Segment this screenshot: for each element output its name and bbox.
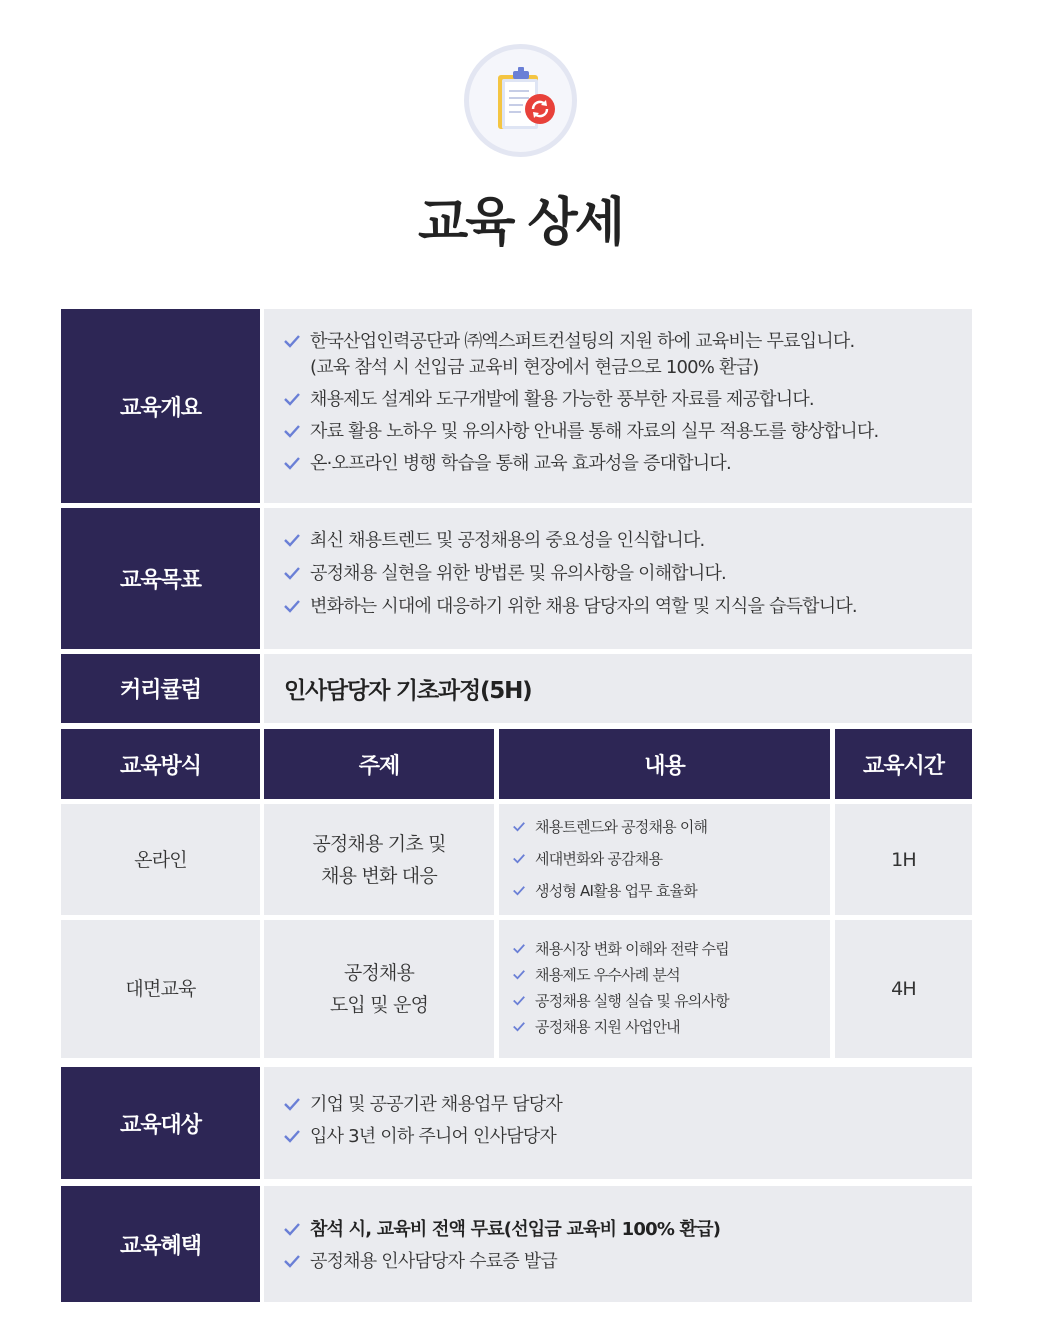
benefits-panel xyxy=(264,1186,972,1302)
list-item: 참석 시, 교육비 전액 무료(선입금 교육비 100% 환급) xyxy=(284,1219,720,1241)
check-icon xyxy=(284,599,300,613)
list-item: 변화하는 시대에 대응하기 위한 채용 담당자의 역할 및 지식을 습득합니다. xyxy=(284,596,857,618)
table-cell-method: 대면교육 xyxy=(61,920,260,1058)
list-item: 최신 채용트렌드 및 공정채용의 중요성을 인식합니다. xyxy=(284,530,857,552)
list-item: 온·오프라인 병행 학습을 통해 교육 효과성을 증대합니다. xyxy=(284,453,878,475)
goals-label: 교육목표 xyxy=(61,508,260,649)
list-item: 채용시장 변화 이해와 전략 수립 xyxy=(513,938,729,960)
goals-panel xyxy=(264,508,972,649)
curriculum-panel xyxy=(264,654,972,723)
list-item: 세대변화와 공감채용 xyxy=(513,848,707,870)
list-item: 기업 및 공공기관 채용업무 담당자 xyxy=(284,1094,562,1116)
list-item: 입사 3년 이하 주니어 인사담당자 xyxy=(284,1126,562,1148)
check-icon xyxy=(284,1222,300,1236)
check-icon xyxy=(513,821,525,832)
list-item: 공정채용 인사담당자 수료증 발급 xyxy=(284,1251,720,1273)
col-header-hours: 교육시간 xyxy=(835,729,972,799)
check-icon xyxy=(513,943,525,954)
check-icon xyxy=(284,533,300,547)
list-item: 한국산업인력공단과 ㈜엑스퍼트컨설팅의 지원 하에 교육비는 무료입니다. (교육 참석 시 선입금 교육비 현장에서 현금으로 100% 환급) xyxy=(284,331,878,379)
list-item: 공정채용 지원 사업안내 xyxy=(513,1016,729,1038)
goals-list xyxy=(284,530,857,618)
check-icon xyxy=(284,424,300,438)
benefits-list xyxy=(284,1219,720,1273)
curriculum-label: 커리큘럼 xyxy=(61,654,260,723)
table-cell-topic: 공정채용 도입 및 운영 xyxy=(264,920,494,1058)
contents-list xyxy=(513,938,729,1038)
benefits-label: 교육혜택 xyxy=(61,1186,260,1302)
col-header-contents: 내용 xyxy=(499,729,830,799)
table-cell-hours: 4H xyxy=(835,920,972,1058)
curriculum-value: 인사담당자 기초과정(5H) xyxy=(284,678,532,704)
overview-panel xyxy=(264,309,972,503)
check-icon xyxy=(284,566,300,580)
list-item: 공정채용 실현을 위한 방법론 및 유의사항을 이해합니다. xyxy=(284,563,857,585)
check-icon xyxy=(284,334,300,348)
check-icon xyxy=(284,456,300,470)
col-header-topic: 주제 xyxy=(264,729,494,799)
page-title: 교육 상세 xyxy=(417,193,623,253)
check-icon xyxy=(284,1097,300,1111)
list-item: 채용제도 우수사례 분석 xyxy=(513,964,729,986)
list-item: 공정채용 실행 실습 및 유의사항 xyxy=(513,990,729,1012)
list-item: 자료 활용 노하우 및 유의사항 안내를 통해 자료의 실무 적용도를 향상합니다. xyxy=(284,421,878,443)
table-cell-hours: 1H xyxy=(835,804,972,915)
target-list xyxy=(284,1094,562,1148)
clipboard-refresh-icon xyxy=(464,44,577,157)
list-item: 채용제도 설계와 도구개발에 활용 가능한 풍부한 자료를 제공합니다. xyxy=(284,389,878,411)
col-header-method: 교육방식 xyxy=(61,729,260,799)
target-label: 교육대상 xyxy=(61,1067,260,1179)
check-icon xyxy=(284,392,300,406)
check-icon xyxy=(513,995,525,1006)
target-panel xyxy=(264,1067,972,1179)
check-icon xyxy=(513,885,525,896)
table-cell-contents xyxy=(499,920,830,1058)
list-item: 생성형 AI활용 업무 효율화 xyxy=(513,880,707,902)
check-icon xyxy=(284,1254,300,1268)
list-item: 채용트렌드와 공정채용 이해 xyxy=(513,816,707,838)
check-icon xyxy=(513,969,525,980)
check-icon xyxy=(513,853,525,864)
overview-label: 교육개요 xyxy=(61,309,260,503)
contents-list xyxy=(513,816,707,902)
table-cell-contents xyxy=(499,804,830,915)
table-cell-method: 온라인 xyxy=(61,804,260,915)
table-cell-topic: 공정채용 기초 및 채용 변화 대응 xyxy=(264,804,494,915)
check-icon xyxy=(284,1129,300,1143)
overview-list xyxy=(284,331,878,475)
check-icon xyxy=(513,1021,525,1032)
